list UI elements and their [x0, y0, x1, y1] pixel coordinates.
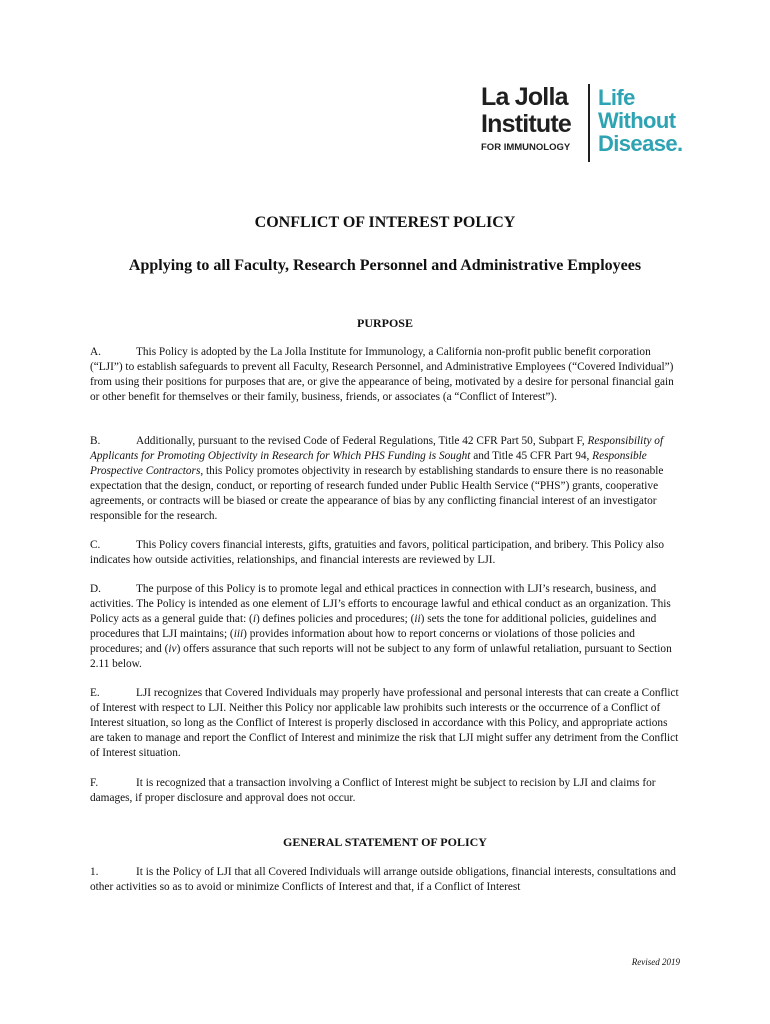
paragraph-e [90, 686, 683, 761]
roman-numeral: iv [168, 643, 177, 655]
paragraph-text: This Policy is adopted by the La Jolla Institute for Immunology, a California non-profit public benefit corporation (“LJI”) to establish safeguards to prevent all Faculty, Research Personnel, and Administrative Employees (“Covered Individual”) from using their positions for purposes that are, or give the appearance of being, motivated by a desire for personal financial gain or other benefit for themselves or their family, business, friends, or associates (a “Conflict of Interest”). [90, 346, 674, 403]
item-number: 1. [90, 866, 99, 878]
logo-line-1: La Jolla [481, 83, 568, 111]
document-subtitle: Applying to all Faculty, Research Personnel and Administrative Employees [128, 257, 642, 274]
paragraph-text: This Policy covers financial interests, gifts, gratuities and favors, political participation, and bribery. This Policy also indicates how outside activities, relationships, and financial interests are reviewed by LJI. [90, 539, 665, 566]
paragraph-text: It is recognized that a transaction involving a Conflict of Interest might be subject to recision by LJI and claims for damages, if proper disclosure and approval does not occur. [90, 777, 656, 804]
tagline-line-3: Disease. [598, 131, 683, 156]
paragraph-b [90, 434, 683, 524]
paragraph-text: ) defines policies and procedures; ( [255, 613, 415, 625]
paragraph-text: The purpose of this Policy is to promote legal and ethical practices in connection with LJI’s research, business, and activities. The Policy is intended as one element of LJI’s efforts to encourage lawful and ethical conduct as an organization. This Policy acts as a general guide that: ( [90, 583, 671, 625]
paragraph-number: C. [90, 539, 101, 551]
roman-numeral: ii [414, 613, 421, 625]
revision-footer: Revised 2019 [631, 957, 680, 967]
regulation-title: Responsible Prospective Contractors [90, 450, 647, 477]
paragraph-text: ) sets the tone for additional policies, guidelines and procedures that LJI maintains; ( [90, 613, 657, 640]
logo-tagline [598, 86, 683, 155]
roman-numeral: iii [233, 628, 244, 640]
logo-subtitle: FOR IMMUNOLOGY [481, 142, 571, 153]
roman-numeral: i [252, 613, 256, 625]
item-text: It is the Policy of LJI that all Covered Individuals will arrange outside obligations, financial interests, consultations and other activities so as to avoid or minimize Conflicts of Interest and that, if a Conflict of Interest [90, 866, 676, 893]
paragraph-text: , this Policy promotes objectivity in research by establishing standards to ensure there is no reasonable expectation that the design, conduct, or reporting of research funded under Public Health Service (“PHS”) grants, cooperative agreements, or contracts will be biased or create the appearance of bias by any conflicting financial interest of an investigator responsible for the research. [90, 465, 664, 522]
paragraph-text: ) provides information about how to report concerns or violations of those policies and procedures; and ( [90, 628, 635, 655]
tagline-line-2: Without [598, 108, 676, 133]
paragraph-text: ) offers assurance that such reports will not be subject to any form of unlawful retaliation, pursuant to Section 2.11 below. [90, 643, 672, 670]
paragraph-text: and Title 45 CFR Part 94, [470, 450, 593, 462]
lji-logo [481, 84, 681, 164]
paragraph-number: D. [90, 583, 101, 595]
paragraph-text: Additionally, pursuant to the revised Code of Federal Regulations, Title 42 CFR Part 50, Subpart F, [136, 435, 588, 447]
paragraph-text: LJI recognizes that Covered Individuals may properly have professional and personal interests that can create a Conflict of Interest with respect to LJI. Neither this Policy nor applicable law prohibits such interests or the occurrence of a Conflict of Interest situation, so long as the Conflict of Interest is properly disclosed in accordance with this Policy, and appropriate actions are taken to manage and report the Conflict of Interest and minimize the risk that LJI might suffer any detriment from the Conflict of Interest situation. [90, 687, 679, 759]
paragraph-number: B. [90, 435, 101, 447]
tagline-line-1: Life [598, 85, 635, 110]
paragraph-f [90, 776, 683, 806]
paragraph-number: E. [90, 687, 100, 699]
regulation-title: Responsibility of Applicants for Promoting Objectivity in Research for Which PHS Funding is Sought [90, 435, 664, 462]
document-title: CONFLICT OF INTEREST POLICY [254, 214, 516, 231]
policy-item-1 [90, 865, 683, 895]
general-statement-heading: GENERAL STATEMENT OF POLICY [283, 835, 487, 849]
paragraph-d [90, 582, 683, 672]
purpose-heading: PURPOSE [356, 316, 413, 330]
paragraph-a [90, 345, 683, 405]
paragraph-number: F. [90, 777, 99, 789]
logo-line-2: Institute [481, 110, 572, 138]
paragraph-number: A. [90, 346, 101, 358]
logo-divider [588, 84, 590, 162]
logo-wordmark [481, 84, 589, 153]
paragraph-c [90, 538, 683, 568]
